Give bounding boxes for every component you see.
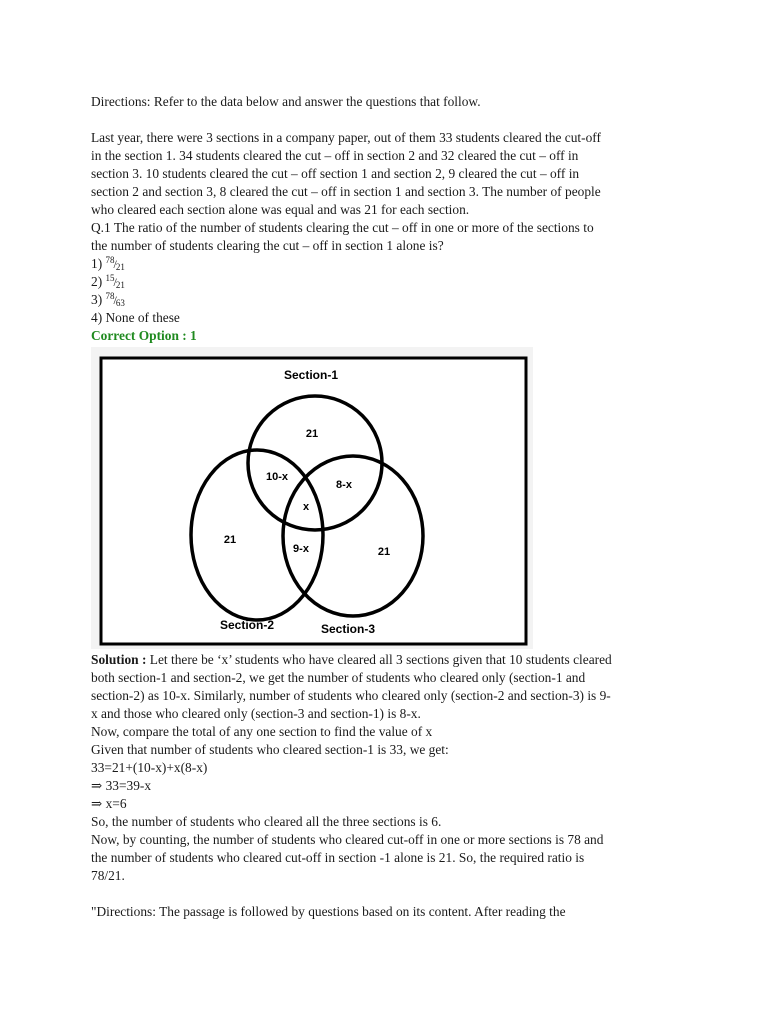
all-three-value: x: [302, 501, 310, 513]
option-prefix: 2): [91, 274, 103, 289]
fraction-denominator: 21: [115, 280, 125, 290]
solution-line: So, the number of students who cleared all the three sections is 6.: [91, 814, 442, 829]
solution-line: Given that number of students who cleared section-1 is 33, we get:: [91, 742, 449, 757]
spacer: [91, 111, 691, 129]
solution-line: 78/21.: [91, 868, 125, 883]
correct-option: Correct Option : 1: [91, 328, 197, 343]
solution-line: both section-1 and section-2, we get the number of students who cleared only (section-1 and: [91, 670, 586, 685]
solution-line: Now, by counting, the number of students who cleared cut-off in one or more sections is 78 and: [91, 832, 604, 847]
section-1-label: Section-1: [283, 368, 339, 382]
fraction-denominator: 21: [115, 262, 125, 272]
section-2-label: Section-2: [219, 618, 275, 632]
section-2-3-value: 9-x: [293, 543, 309, 555]
document-body: [91, 93, 691, 921]
fraction: $^{78}/_{21}$: [105, 255, 125, 272]
equation-line: ⇒ 33=39-x: [91, 778, 152, 793]
only-section-1-value: 21: [305, 428, 319, 440]
passage-line: section 3. 10 students cleared the cut – off section 1 and section 2, 9 cleared the cut – off in: [91, 166, 580, 181]
fraction-denominator: 63: [115, 298, 125, 308]
section-1-3-value: 8-x: [336, 479, 352, 491]
option-prefix: 1): [91, 256, 103, 271]
venn-svg: [91, 347, 533, 649]
directions-text: Directions: Refer to the data below and answer the questions that follow.: [91, 94, 481, 109]
equation-line: 33=21+(10-x)+x(8-x): [91, 760, 208, 775]
fraction: $^{15}/_{21}$: [105, 273, 125, 290]
fraction-numerator: 78: [105, 255, 115, 265]
venn-diagram: [91, 347, 533, 649]
section-1-2-value: 10-x: [265, 471, 289, 483]
question-line: Q.1 The ratio of the number of students clearing the cut – off in one or more of the sections to: [91, 220, 594, 235]
option-3: [91, 291, 691, 309]
next-directions-text: "Directions: The passage is followed by questions based on its content. After reading the: [91, 904, 566, 919]
option-1: [91, 255, 691, 273]
passage-line: Last year, there were 3 sections in a company paper, out of them 33 students cleared the cut-off: [91, 130, 601, 145]
spacer: [91, 885, 691, 903]
passage-line: section 2 and section 3, 8 cleared the cut – off in section 1 and section 3. The number of people: [91, 184, 601, 199]
solution-line: the number of students who cleared cut-off in section -1 alone is 21. So, the required ratio is: [91, 850, 585, 865]
solution-label: Solution :: [91, 652, 147, 667]
solution-line: x and those who cleared only (section-3 and section-1) is 8-x.: [91, 706, 421, 721]
option-4: 4) None of these: [91, 310, 180, 325]
fraction-numerator: 78: [105, 291, 115, 301]
option-2: [91, 273, 691, 291]
equation-line: ⇒ x=6: [91, 796, 127, 811]
option-prefix: 3): [91, 292, 103, 307]
solution-text: Let there be ‘x’ students who have cleared all 3 sections given that 10 students cleared: [146, 652, 612, 667]
only-section-3-value: 21: [377, 546, 391, 558]
fraction-numerator: 15: [105, 273, 115, 283]
solution-line: section-2) as 10-x. Similarly, number of students who cleared only (section-2 and section-3) is 9-: [91, 688, 611, 703]
section-3-label: Section-3: [320, 622, 376, 636]
question-line: the number of students clearing the cut – off in section 1 alone is?: [91, 238, 444, 253]
only-section-2-value: 21: [223, 534, 237, 546]
solution-line: Now, compare the total of any one section to find the value of x: [91, 724, 433, 739]
passage-line: in the section 1. 34 students cleared the cut – off in section 2 and 32 cleared the cut – off in: [91, 148, 579, 163]
passage-line: who cleared each section alone was equal and was 21 for each section.: [91, 202, 470, 217]
solution-line: [91, 651, 691, 669]
fraction: $^{78}/_{63}$: [105, 291, 125, 308]
